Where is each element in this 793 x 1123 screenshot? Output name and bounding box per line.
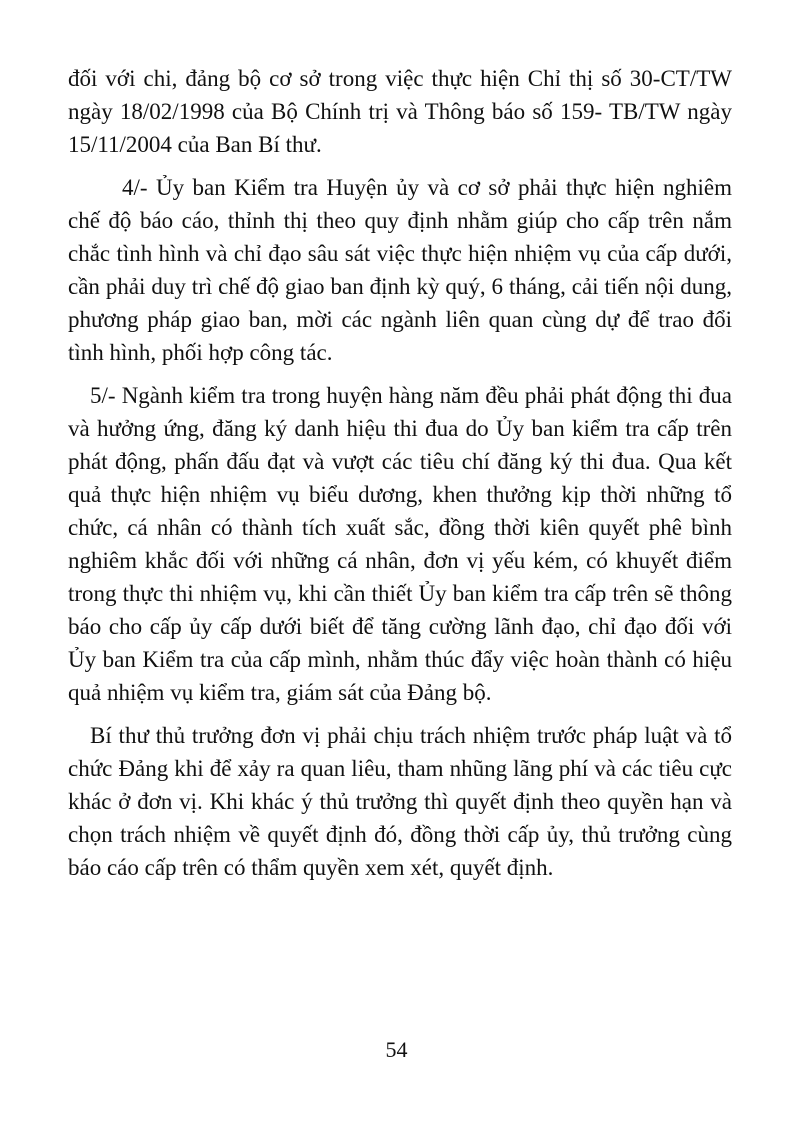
paragraph-item-5: 5/- Ngành kiểm tra trong huyện hàng năm đều phải phát động thi đua và hưởng ứng, đăng ký danh hiệu thi đua do Ủy ban kiểm tra cấp trên phát động, phấn đấu đạt và vượt các tiêu chí đăng ký thi đua. Qua kết quả thực hiện nhiệm vụ biểu dương, khen thưởng kịp thời những tổ chức, cá nhân có thành tích xuất sắc, đồng thời kiên quyết phê bình nghiêm khắc đối với những cá nhân, đơn vị yếu kém, có khuyết điểm trong thực thi nhiệm vụ, khi cần thiết Ủy ban kiểm tra cấp trên sẽ thông báo cho cấp ủy cấp dưới biết để tăng cường lãnh đạo, chỉ đạo đối với Ủy ban Kiểm tra của cấp mình, nhằm thúc đẩy việc hoàn thành có hiệu quả nhiệm vụ kiểm tra, giám sát của Đảng bộ. [68,383,732,705]
paragraph-responsibility: Bí thư thủ trưởng đơn vị phải chịu trách nhiệm trước pháp luật và tổ chức Đảng khi để xảy ra quan liêu, tham nhũng lãng phí và các tiêu cực khác ở đơn vị. Khi khác ý thủ trưởng thì quyết định theo quyền hạn và chọn trách nhiệm về quyết định đó, đồng thời cấp ủy, thủ trưởng cùng báo cáo cấp trên có thẩm quyền xem xét, quyết định. [68,723,732,880]
page-number: 54 [385,1037,408,1062]
paragraph-item-4: 4/- Ủy ban Kiểm tra Huyện ủy và cơ sở phải thực hiện nghiêm chế độ báo cáo, thỉnh thị theo quy định nhằm giúp cho cấp trên nắm chắc tình hình và chỉ đạo sâu sát việc thực hiện nhiệm vụ của cấp dưới, cần phải duy trì chế độ giao ban định kỳ quý, 6 tháng, cải tiến nội dung, phương pháp giao ban, mời các ngành liên quan cùng dự để trao đổi tình hình, phối hợp công tác. [68,175,732,365]
page-body [68,62,732,894]
paragraph-continuation: đối với chi, đảng bộ cơ sở trong việc thực hiện Chỉ thị số 30-CT/TW ngày 18/02/1998 của Bộ Chính trị và Thông báo số 159- TB/TW ngày 15/11/2004 của Ban Bí thư. [68,66,732,157]
